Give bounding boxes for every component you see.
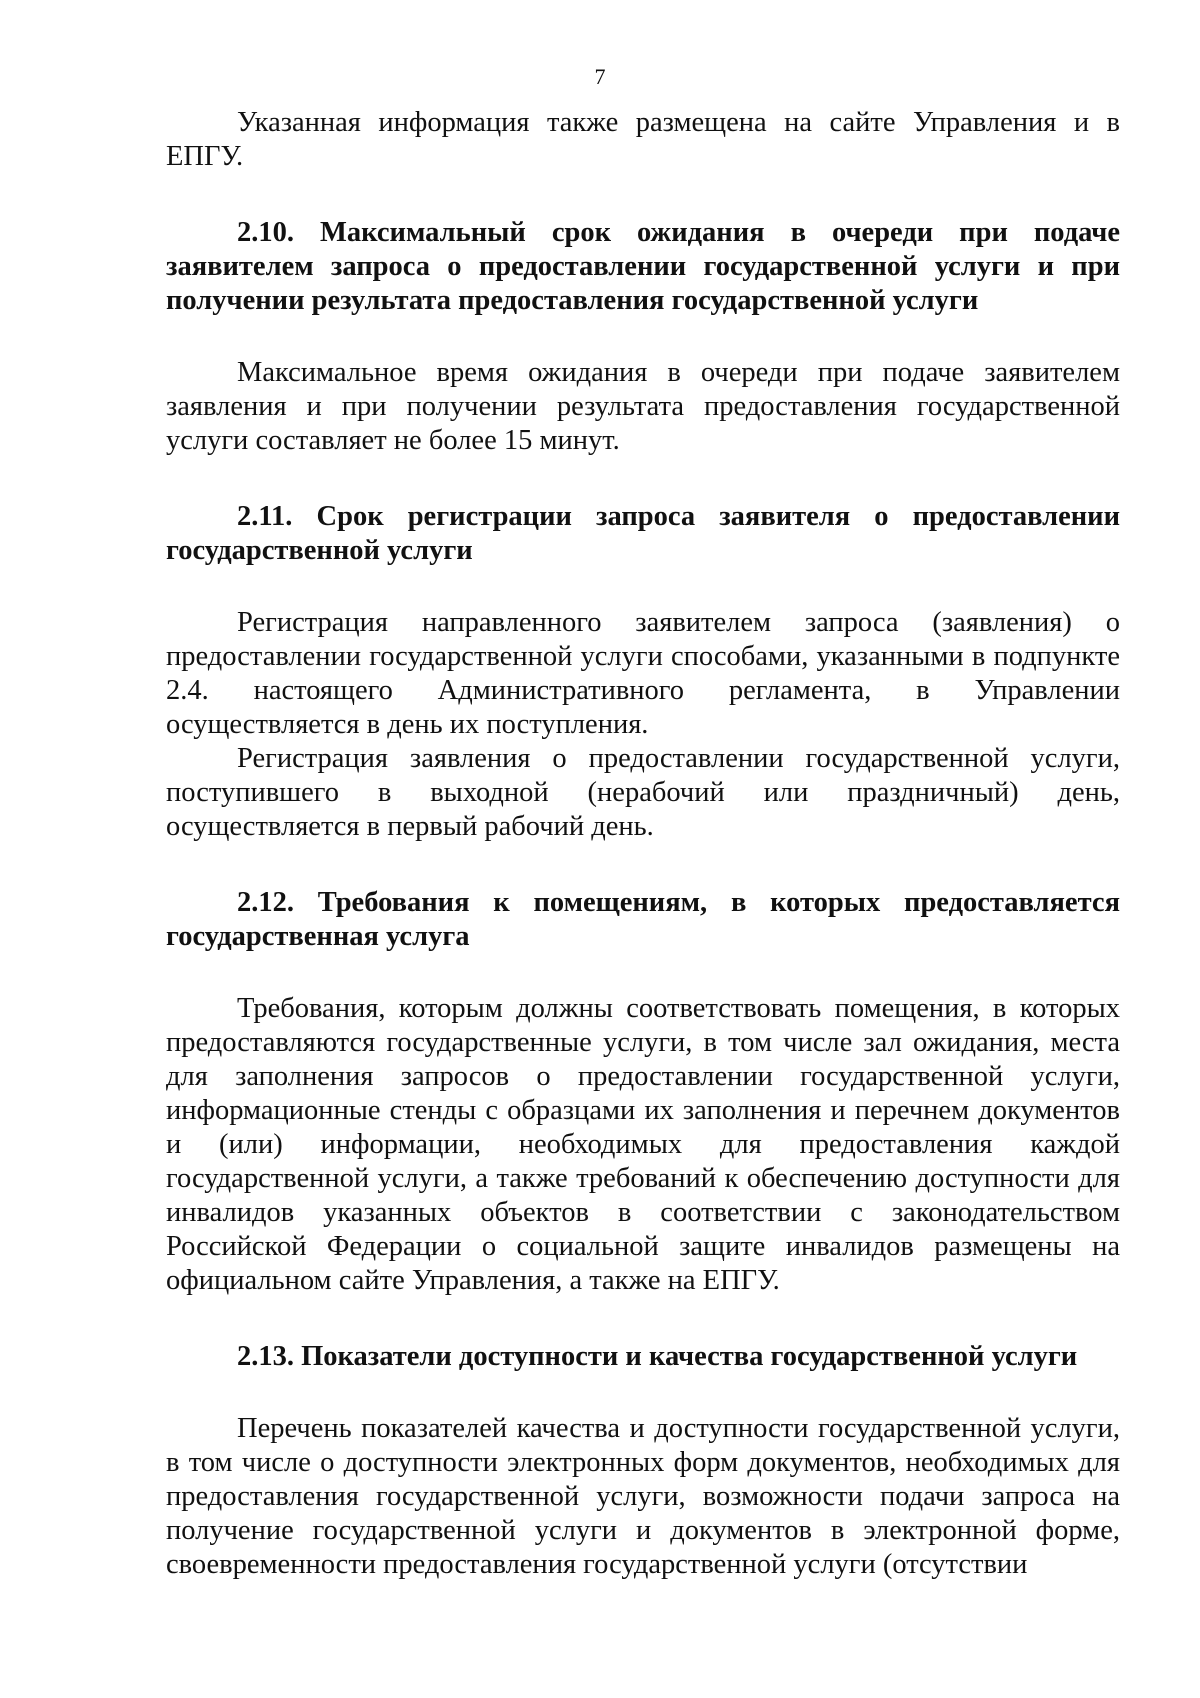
section-heading-2-13: 2.13. Показатели доступности и качества государственной услуги [237, 1341, 1078, 1372]
section-2-10-paragraph: Максимальное время ожидания в очереди при подаче заявителем заявления и при получении результата предоставления государственной услуги составляет не более 15 минут. [166, 357, 1120, 456]
section-2-11-paragraph-1: Регистрация направленного заявителем запроса (заявления) о предоставлении государственной услуги способами, указанными в подпункте 2.4. настоящего Административного регламента, в Управлении осуществляется в день их поступления. [166, 607, 1120, 740]
section-2-12-paragraph: Требования, которым должны соответствовать помещения, в которых предоставляются государственные услуги, в том числе зал ожидания, места для заполнения запросов о предоставлении государственной услуги, информационные стенды с образцами их заполнения и перечнем документов и (или) информации, необходимых для предоставления каждой государственной услуги, а также требований к обеспечению доступности для инвалидов указанных объектов в соответствии с законодательством Российской Федерации о социальной защите инвалидов размещены на официальном сайте Управления, а также на ЕПГУ. [166, 993, 1120, 1296]
intro-paragraph: Указанная информация также размещена на сайте Управления и в ЕПГУ. [166, 107, 1120, 172]
section-heading-2-12: 2.12. Требования к помещениям, в которых предоставляется государственная услуга [166, 887, 1120, 952]
document-body [166, 106, 1120, 1582]
section-2-11-paragraph-2: Регистрация заявления о предоставлении государственной услуги, поступившего в выходной (нерабочий или праздничный) день, осуществляется в первый рабочий день. [166, 743, 1120, 842]
section-2-13-paragraph: Перечень показателей качества и доступности государственной услуги, в том числе о доступности электронных форм документов, необходимых для предоставления государственной услуги, возможности подачи запроса на получение государственной услуги и документов в электронной форме, своевременности предоставления государственной услуги (отсутствии [166, 1413, 1120, 1580]
section-heading-2-10: 2.10. Максимальный срок ожидания в очереди при подаче заявителем запроса о предоставлении государственной услуги и при получении результата предоставления государственной услуги [166, 217, 1120, 316]
section-heading-2-11: 2.11. Срок регистрации запроса заявителя о предоставлении государственной услуги [166, 501, 1120, 566]
page-number: 7 [594, 64, 606, 89]
